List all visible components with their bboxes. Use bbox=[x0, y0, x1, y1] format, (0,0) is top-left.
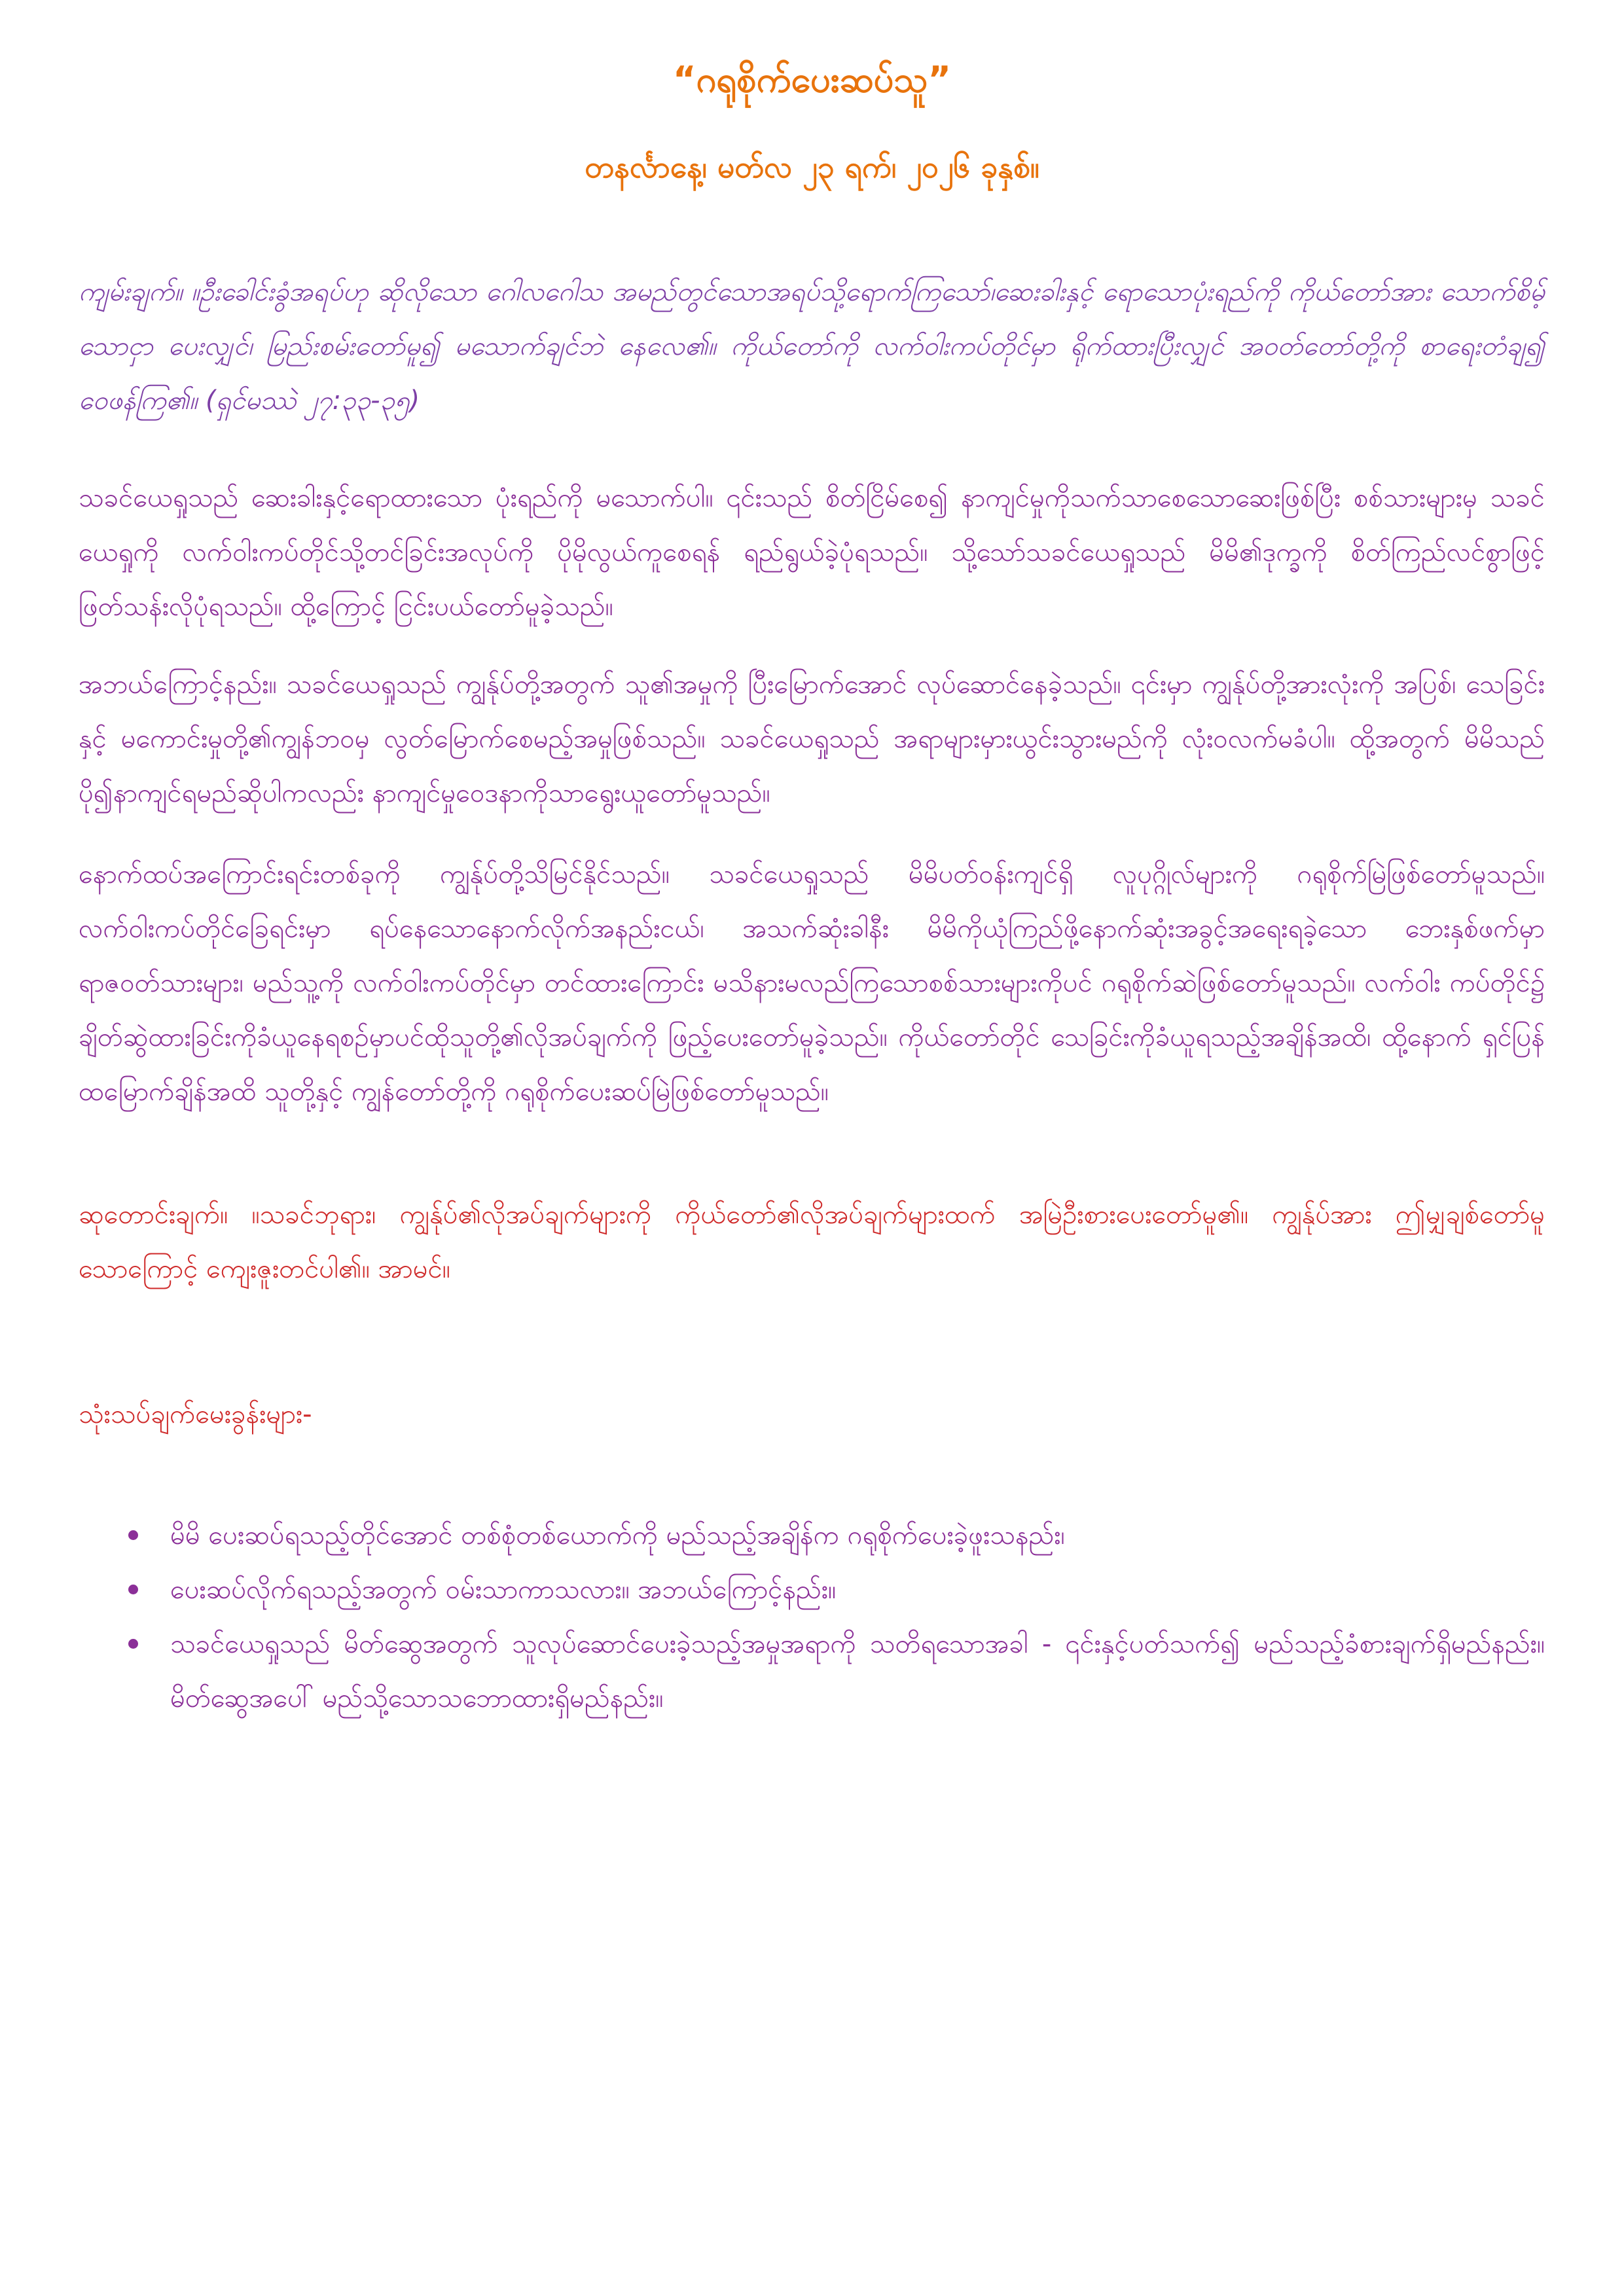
body-paragraph-2: အဘယ်ကြောင့်နည်း။ သခင်ယေရှုသည် ကျွန်ုပ်တို့အတွက် သူ၏အမှုကို ပြီးမြောက်အောင် လုပ်ဆောင်နေခဲ့သည်။ ၎င်းမှာ ကျွန်ုပ်တို့အားလုံးကို အပြစ်၊ သေခြင်းနှင့် မကောင်းမှုတို့၏ကျွန်ဘဝမှ လွတ်မြောက်စေမည့်အမှုဖြစ်သည်။ သခင်ယေရှုသည် အရာများမှားယွင်းသွားမည်ကို လုံးဝလက်မခံပါ။ ထို့အတွက် မိမိသည် ပို၍နာကျင်ရမည်ဆိုပါကလည်း နာကျင်မှုဝေဒနာကိုသာရွေးယူတော်မူသည်။ bbox=[79, 670, 1545, 808]
reflection-questions-heading: သုံးသပ်ချက်မေးခွန်းများ- bbox=[79, 1399, 312, 1429]
bullet-icon bbox=[128, 1530, 138, 1540]
body-paragraph-1: သခင်ယေရှုသည် ဆေးခါးနှင့်ရောထားသော ပုံးရည်ကို မသောက်ပါ။ ၎င်းသည် စိတ်ငြိမ်စေ၍ နာကျင်မှုကိုသက်သာစေသောဆေးဖြစ်ပြီး စစ်သားများမှ သခင်ယေရှုကို လက်ဝါးကပ်တိုင်သို့တင်ခြင်းအလုပ်ကို ပိုမိုလွယ်ကူစေရန် ရည်ရွယ်ခဲ့ပုံရသည်။ သို့သော်သခင်ယေရှုသည် မိမိ၏ဒုက္ခကို စိတ်ကြည်လင်စွာဖြင့် ဖြတ်သန်းလိုပုံရသည်။ ထို့ကြောင့် ငြင်းပယ်တော်မူခဲ့သည်။ bbox=[79, 483, 1545, 622]
list-item bbox=[124, 1509, 1545, 1563]
page-title: “ဂရုစိုက်ပေးဆပ်သူ” bbox=[672, 59, 952, 100]
scripture-verse: ကျမ်းချက်။ ။ဦးခေါင်းခွံအရပ်ဟု ဆိုလိုသော ဂေါလဂေါသ အမည်တွင်သောအရပ်သို့ရောက်ကြသော်၊ဆေးခါးနှင့် ရောသောပုံးရည်ကို ကိုယ်တော်အား သောက်စိမ့်သောငှာ ပေးလျှင်၊ မြည်းစမ်းတော်မူ၍ မသောက်ချင်ဘဲ နေလေ၏။ ကိုယ်တော်ကို လက်ဝါးကပ်တိုင်မှာ ရိုက်ထားပြီးလျှင် အဝတ်တော်တို့ကို စာရေးတံချ၍ ဝေဖန်ကြ၏။ (ရှင်မဿဲ ၂၇:၃၃-၃၅) bbox=[79, 277, 1545, 416]
bullet-icon bbox=[128, 1585, 138, 1594]
question-text: ပေးဆပ်လိုက်ရသည့်အတွက် ဝမ်းသာကာသလား။ အဘယ်ကြောင့်နည်း။ bbox=[170, 1575, 837, 1605]
question-text: မိမိ ပေးဆပ်ရသည့်တိုင်အောင် တစ်စုံတစ်ယောက်ကို မည်သည့်အချိန်က ဂရုစိုက်ပေးခဲ့ဖူးသနည်း၊ bbox=[170, 1520, 1065, 1551]
body-paragraph-3: နောက်ထပ်အကြောင်းရင်းတစ်ခုကို ကျွန်ုပ်တို့သိမြင်နိုင်သည်။ သခင်ယေရှုသည် မိမိပတ်ဝန်းကျင်ရှိ လူပုဂ္ဂိုလ်များကို ဂရုစိုက်မြဲဖြစ်တော်မူသည်။ လက်ဝါးကပ်တိုင်ခြေရင်းမှာ ရပ်နေသောနောက်လိုက်အနည်းငယ်၊ အသက်ဆုံးခါနီး မိမိကိုယုံကြည်ဖို့နောက်ဆုံးအခွင့်အရေးရခဲ့သော ဘေးနှစ်ဖက်မှာ ရာဇဝတ်သားများ၊ မည်သူ့ကို လက်ဝါးကပ်တိုင်မှာ တင်ထားကြောင်း မသိနားမလည်ကြသောစစ်သားများကိုပင် ဂရုစိုက်ဆဲဖြစ်တော်မူသည်။ လက်ဝါး ကပ်တိုင်၌ ချိတ်ဆွဲထားခြင်းကိုခံယူနေရစဉ်မှာပင်ထိုသူတို့၏လိုအပ်ချက်ကို ဖြည့်ပေးတော်မူခဲ့သည်။ ကိုယ်တော်တိုင် သေခြင်းကိုခံယူရသည့်အချိန်အထိ၊ ထို့နောက် ရှင်ပြန်ထမြောက်ချိန်အထိ သူတို့နှင့် ကျွန်တော်တို့ကို ဂရုစိုက်ပေးဆပ်မြဲဖြစ်တော်မူသည်။ bbox=[79, 859, 1545, 1107]
date-line: တနင်္လာနေ့၊ မတ်လ ၂၃ ရက်၊ ၂၀၂၆ ခုနှစ်။ bbox=[585, 149, 1039, 185]
list-item bbox=[124, 1563, 1545, 1617]
prayer-paragraph: ဆုတောင်းချက်။ ။သခင်ဘုရား၊ ကျွန်ုပ်၏လိုအပ်ချက်များကို ကိုယ်တော်၏လိုအပ်ချက်များထက် အမြဲဦးစားပေးတော်မူ၏။ ကျွန်ုပ်အား ဤမျှချစ်တော်မူသောကြောင့် ကျေးဇူးတင်ပါ၏။ အာမင်။ bbox=[79, 1200, 1545, 1284]
question-text: သခင်ယေရှုသည် မိတ်ဆွေအတွက် သူလုပ်ဆောင်ပေးခဲ့သည့်အမှုအရာကို သတိရသောအခါ - ၎င်းနှင့်ပတ်သက်၍ မည်သည့်ခံစားချက်ရှိမည်နည်း။ မိတ်ဆွေအပေါ် မည်သို့သောသဘောထားရှိမည်နည်း။ bbox=[170, 1629, 1545, 1713]
list-item bbox=[124, 1617, 1545, 1726]
reflection-questions-list bbox=[124, 1509, 1545, 1726]
bullet-icon bbox=[128, 1639, 138, 1649]
